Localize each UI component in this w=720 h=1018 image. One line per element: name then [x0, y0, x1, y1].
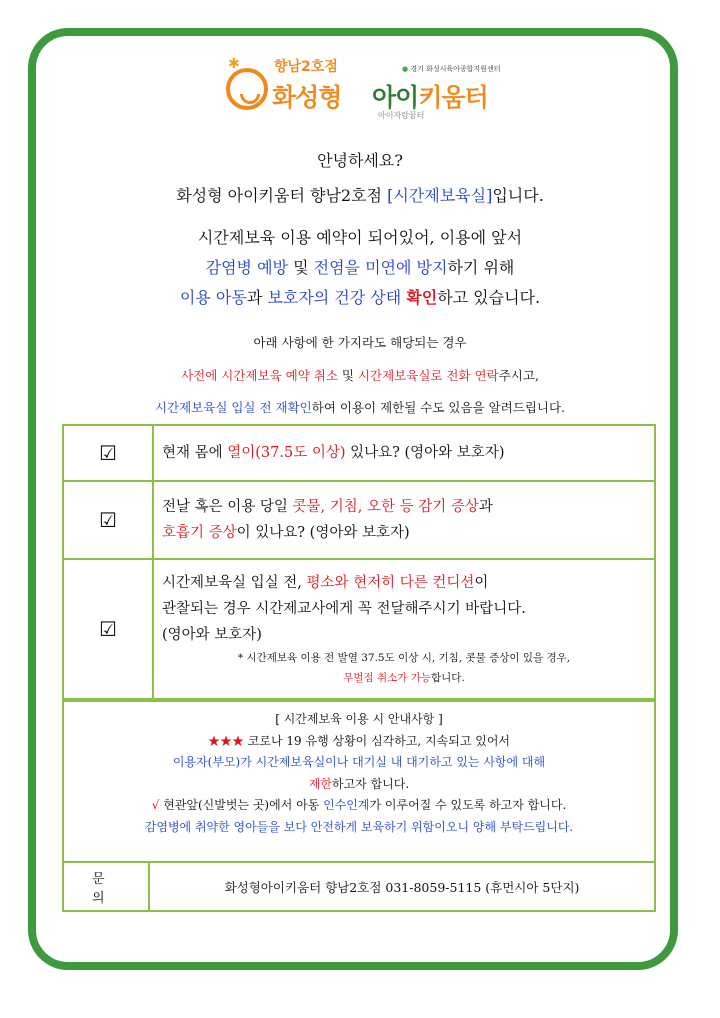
- check-mark-icon: √: [151, 798, 160, 812]
- checkbox-icon: ☑: [63, 425, 153, 481]
- conditions-line-1: 아래 사항에 한 가지라도 해당되는 경우: [253, 335, 467, 350]
- checklist-row: [63, 481, 655, 559]
- check-item-cold: 전날 혹은 이용 당일 콧물, 기침, 오한 등 감기 증상과 호흡기 증상이 있나요? (영아와 보호자): [153, 481, 655, 559]
- logo-name-part2: 아이키움터: [372, 83, 488, 112]
- org-mark-icon: ●: [402, 65, 409, 73]
- checklist-row: [63, 425, 655, 481]
- notice-heading: [ 시간제보육 이용 시 안내사항 ]: [275, 712, 443, 726]
- intro-line: 화성형 아이키움터 향남2호점 [시간제보육실]입니다.: [176, 186, 544, 205]
- logo-name-part1: 화성형: [272, 83, 342, 112]
- logo-sub: 아이자람꿈터: [378, 111, 425, 120]
- notice-line-5: 감염병에 취약한 영아들을 보다 안전하게 보육하기 위함이오니 양해 부탁드립니다.: [144, 819, 574, 834]
- center-logo: [226, 56, 526, 124]
- purpose-line-3: 이용 아동과 보호자의 건강 상태 확인하고 있습니다.: [179, 288, 541, 307]
- checkbox-icon: ☑: [63, 481, 153, 559]
- purpose-line-2: 감염병 예방 및 전염을 미연에 방지하기 위해: [205, 258, 515, 277]
- logo-branch: 향남2호점: [274, 59, 338, 75]
- stars-icon: ★★★: [207, 733, 244, 748]
- notice-box: [62, 700, 656, 863]
- check-note: * 시간제보육 이용 전 발열 37.5도 이상 시, 기침, 콧물 증상이 있을 경우, 무벌점 취소가 가능합니다.: [237, 652, 571, 684]
- conditions-line-3: 시간제보육실 입실 전 재확인하여 이용이 제한될 수도 있음을 알려드립니다.: [154, 400, 566, 415]
- greeting: 안녕하세요?: [317, 151, 403, 170]
- purpose-line-1: 시간제보육 이용 예약이 되어있어, 이용에 앞서: [197, 228, 523, 247]
- logo-org: ● 경기 화성시육아종합지원센터: [402, 65, 501, 73]
- contact-value: 화성형아이키움터 향남2호점 031-8059-5115 (휴먼시아 5단지): [224, 879, 580, 895]
- check-item-fever: 현재 몸에 열이(37.5도 이상) 있나요? (영아와 보호자): [153, 425, 655, 481]
- smiley-icon: [226, 68, 268, 110]
- notice-line-3: 제한하고자 합니다.: [308, 776, 410, 791]
- contact-row: [62, 863, 656, 912]
- checklist-table: [62, 424, 656, 700]
- conditions-line-2: 사전에 시간제보육 예약 취소 및 시간제보육실로 전화 연락주시고,: [181, 368, 539, 383]
- notice-line-1: ★★★ 코로나 19 유행 상황이 심각하고, 지속되고 있어서: [207, 733, 511, 748]
- notice-line-4: √ 현관앞(신발벗는 곳)에서 아동 인수인계가 이루어질 수 있도록 하고자 합니다.: [151, 798, 567, 812]
- check-item-condition: 시간제보육실 입실 전, 평소와 현저히 다른 컨디션이 관찰되는 경우 시간제교사에게 꼭 전달해주시기 바랍니다. (영아와 보호자) * 시간제보육 이용 전 발열 37.5도 이상 시, 기침, 콧물 증상이 있을 경우, 무벌점 취소가 가능합니다.: [153, 559, 655, 699]
- contact-label: 문의: [64, 863, 150, 910]
- checkbox-icon: ☑: [63, 559, 153, 699]
- checklist-row: [63, 559, 655, 699]
- notice-line-2: 이용자(부모)가 시간제보육실이나 대기실 내 대기하고 있는 사항에 대해: [172, 755, 546, 769]
- star-icon: ✱: [228, 56, 240, 72]
